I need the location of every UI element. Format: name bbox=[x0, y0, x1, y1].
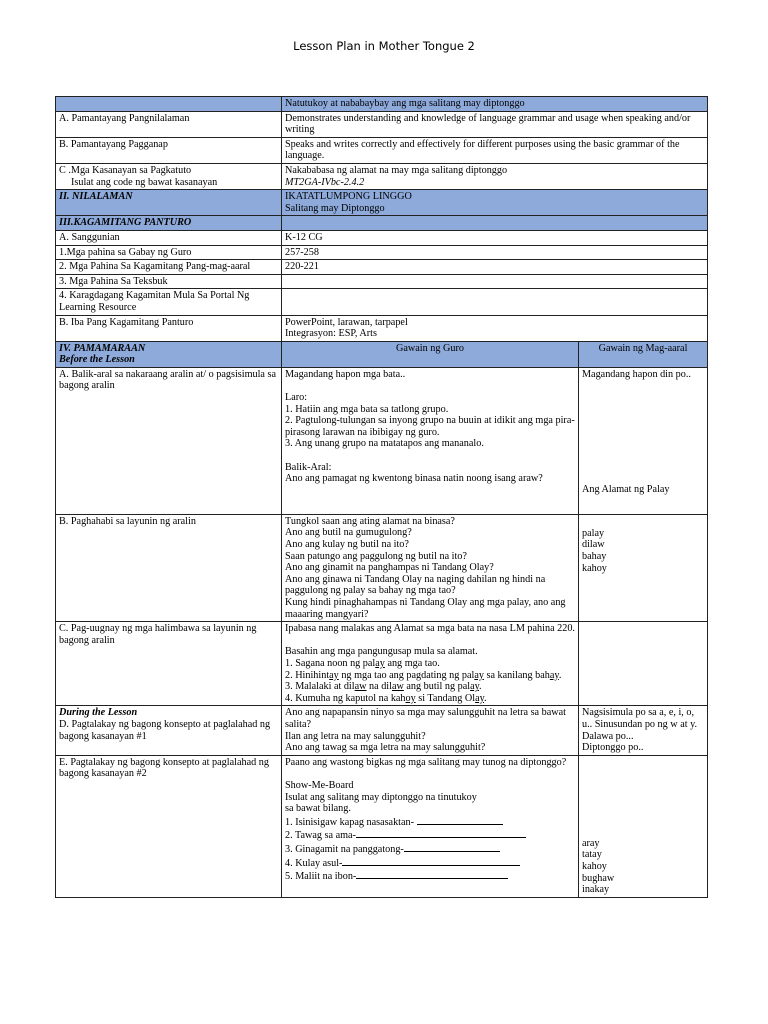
row-label: 1.Mga pahina sa Gabay ng Guro bbox=[56, 245, 282, 260]
column-header-guro: Gawain ng Guro bbox=[282, 341, 579, 367]
question-line: Ano ang napapansin ninyo sa mga may salungguhit na letra sa bawat salita? bbox=[285, 707, 566, 730]
question-line: Ano ang butil na gumugulong? bbox=[285, 527, 412, 539]
row-value: 220-221 bbox=[282, 260, 708, 275]
row-label: A. Pamantayang Pangnilalaman bbox=[56, 111, 282, 137]
question-line: Tungkol saan ang ating alamat na binasa? bbox=[285, 515, 455, 527]
row-pag-uugnay bbox=[56, 622, 708, 706]
row-sanggunian bbox=[56, 230, 708, 245]
section-pamamaraan bbox=[56, 341, 708, 367]
topic-label: Salitang may Diptonggo bbox=[285, 202, 385, 214]
row-value: PowerPoint, larawan, tarpapel bbox=[285, 316, 408, 328]
row-gabay-guro bbox=[56, 245, 708, 260]
text-line: Magandang hapon din po.. bbox=[582, 368, 691, 380]
sentence-4: 4. Kumuha ng kaputol na kahoy si Tandang Olay. bbox=[285, 692, 487, 704]
text-line: Basahin ang mga pangungusap mula sa alamat. bbox=[285, 646, 478, 658]
competency-code: MT2GA-IVbc-2.4.2 bbox=[285, 176, 365, 188]
row-value: 257-258 bbox=[282, 245, 708, 260]
section-subheading: Before the Lesson bbox=[59, 354, 135, 366]
sentence-2: 2. Hinihintay ng mga tao ang pagdating ng palay sa kanilang bahay. bbox=[285, 669, 562, 681]
row-label: E. Pagtalakay ng bagong konsepto at paglalahad ng bagong kasanayan #2 bbox=[56, 755, 282, 897]
text-line: Ano ang pamagat ng kwentong binasa natin noong isang araw? bbox=[285, 473, 543, 485]
row-sublabel: Isulat ang code ng bawat kasanayan bbox=[71, 176, 218, 188]
question-line: Ano ang ginawa ni Tandang Olay na naging dahilan ng hindi na paggulong ng palay sa bahay ng mga tao? bbox=[285, 573, 546, 597]
row-teksbuk bbox=[56, 274, 708, 289]
question-line: Saan patungo ang paggulong ng butil na ito? bbox=[285, 550, 467, 562]
row-pang-magaaral bbox=[56, 260, 708, 275]
row-kasanayan bbox=[56, 163, 708, 189]
row-pagtalakay-1 bbox=[56, 706, 708, 755]
row-label: A. Sanggunian bbox=[56, 230, 282, 245]
question-line: Ilan ang letra na may salungguhit? bbox=[285, 730, 426, 742]
row-label: A. Balik-aral sa nakaraang aralin at/ o pagsisimula sa bagong aralin bbox=[56, 367, 282, 514]
row-value: Speaks and writes correctly and effectively for different purposes using the basic grammar of the language. bbox=[282, 137, 708, 163]
section-nilalaman bbox=[56, 190, 708, 216]
row-label: C. Pag-uugnay ng mga halimbawa sa layunin ng bagong aralin bbox=[56, 622, 282, 706]
answer-line: palay bbox=[582, 527, 605, 539]
row-paghahabi bbox=[56, 514, 708, 621]
text-line: Balik-Aral: bbox=[285, 461, 332, 473]
page-title: Lesson Plan in Mother Tongue 2 bbox=[293, 39, 475, 53]
text-line: sa bawat bilang. bbox=[285, 803, 351, 815]
answer-line: aray bbox=[582, 837, 600, 849]
question-line: Ano ang ginamit na panghampas ni Tandang Olay? bbox=[285, 562, 494, 574]
row-value bbox=[282, 289, 708, 315]
section-kagamitan bbox=[56, 216, 708, 231]
blank-item: 2. Tawag sa ama- bbox=[285, 828, 575, 842]
text-line: Ipabasa nang malakas ang Alamat sa mga bata na nasa LM pahina 220. bbox=[285, 623, 575, 635]
text-line: 3. Ang unang grupo na matatapos ang mananalo. bbox=[285, 438, 484, 450]
row-pamantayang-pangnilalaman bbox=[56, 111, 708, 137]
answer-line: kahoy bbox=[582, 860, 607, 872]
row-value: Integrasyon: ESP, Arts bbox=[285, 328, 377, 340]
row-value: K-12 CG bbox=[282, 230, 708, 245]
text-line: 1. Hatiin ang mga bata sa tatlong grupo. bbox=[285, 403, 449, 415]
row-label: 3. Mga Pahina Sa Teksbuk bbox=[56, 274, 282, 289]
text-line: Ang Alamat ng Palay bbox=[582, 484, 670, 496]
row-pamantayang-pagganap bbox=[56, 137, 708, 163]
row-label: B. Pamantayang Pagganap bbox=[56, 137, 282, 163]
answer-line: inakay bbox=[582, 884, 610, 896]
answer-line: bahay bbox=[582, 551, 607, 563]
row-label: 2. Mga Pahina Sa Kagamitang Pang-mag-aaral bbox=[56, 260, 282, 275]
row-value bbox=[282, 274, 708, 289]
row-label: B. Paghahabi sa layunin ng aralin bbox=[56, 514, 282, 621]
objective-row bbox=[56, 97, 708, 112]
sentence-3: 3. Malalaki at dilaw na dilaw ang butil ng palay. bbox=[285, 681, 482, 693]
during-lesson-label: During the Lesson bbox=[59, 707, 138, 719]
row-label: B. Iba Pang Kagamitang Panturo bbox=[56, 315, 282, 341]
question-line: Kung hindi pinaghahampas ni Tandang Olay ang mga palay, ano ang maaaring mangyari? bbox=[285, 597, 566, 620]
row-label: D. Pagtalakay ng bagong konsepto at paglalahad ng bagong kasanayan #1 bbox=[59, 718, 271, 742]
text-line: Show-Me-Board bbox=[285, 779, 354, 791]
question-line: Ano ang kulay ng butil na ito? bbox=[285, 539, 409, 551]
row-portal bbox=[56, 289, 708, 315]
answer-line: Diptonggo po.. bbox=[582, 742, 644, 754]
row-label: 4. Karagdagang Kagamitan Mula Sa Portal Ng Learning Resource bbox=[56, 289, 282, 315]
answer-line: dilaw bbox=[582, 539, 605, 551]
blank-item: 5. Maliit na ibon- bbox=[285, 869, 575, 883]
blank-item: 4. Kulay asul- bbox=[285, 856, 575, 870]
answer-line: bughaw bbox=[582, 872, 615, 884]
lesson-plan-table bbox=[55, 96, 708, 898]
answer-line: Nagsisimula po sa a, e, i, o, u.. Sinusundan po ng w at y. bbox=[582, 707, 698, 730]
blank-item: 3. Ginagamit na panggatong- bbox=[285, 842, 575, 856]
column-header-magaaral: Gawain ng Mag-aaral bbox=[579, 341, 708, 367]
answer-line: kahoy bbox=[582, 562, 607, 574]
row-balik-aral bbox=[56, 367, 708, 514]
section-heading: II. NILALAMAN bbox=[56, 190, 282, 216]
row-value: Demonstrates understanding and knowledge of language grammar and usage when speaking and/or writing bbox=[282, 111, 708, 137]
section-heading: III.KAGAMITANG PANTURO bbox=[56, 216, 282, 231]
objective-text: Natutukoy at nababaybay ang mga salitang may diptonggo bbox=[282, 97, 708, 112]
row-iba-pang-kagamitan bbox=[56, 315, 708, 341]
text-line: Magandang hapon mga bata.. bbox=[285, 368, 406, 380]
text-line: Paano ang wastong bigkas ng mga salitang may tunog na diptonggo? bbox=[285, 756, 567, 768]
row-label: C .Mga Kasanayan sa Pagkatuto bbox=[59, 164, 192, 176]
text-line: Isulat ang salitang may diptonggo na tinutukoy bbox=[285, 791, 477, 803]
text-line: 2. Pagtulong-tulungan sa inyong grupo na buuin at idikit ang mga pira-pirasong larawan na ibibigay ng guro. bbox=[285, 415, 575, 438]
row-value: Nakababasa ng alamat na may mga salitang diptonggo bbox=[285, 164, 508, 176]
blank-item: 1. Isinisigaw kapag nasasaktan- bbox=[285, 815, 575, 829]
text-line: Laro: bbox=[285, 392, 308, 404]
section-heading: IV. PAMAMARAAN bbox=[59, 342, 146, 354]
answer-line: tatay bbox=[582, 849, 602, 861]
answer-line: Dalawa po... bbox=[582, 730, 634, 742]
question-line: Ano ang tawag sa mga letra na may salungguhit? bbox=[285, 742, 486, 754]
week-label: IKATATLUMPONG LINGGO bbox=[285, 191, 412, 203]
sentence-1: 1. Sagana noon ng palay ang mga tao. bbox=[285, 658, 440, 669]
row-pagtalakay-2 bbox=[56, 755, 708, 897]
